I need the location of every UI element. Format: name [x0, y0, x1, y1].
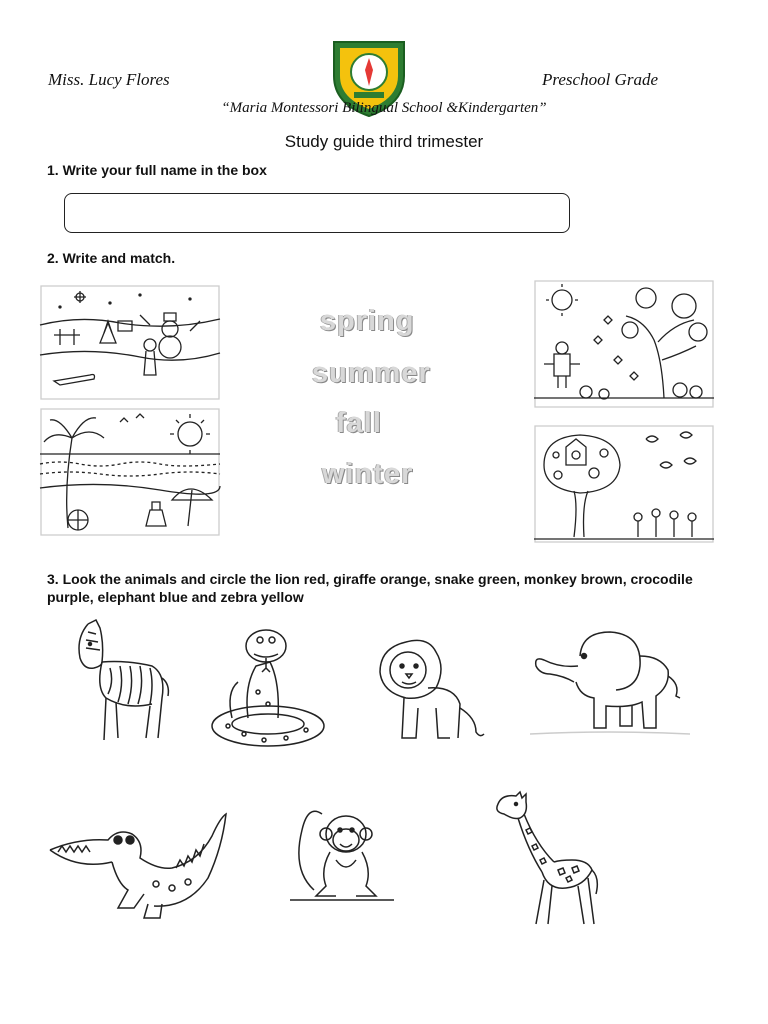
zebra-icon[interactable]	[66, 618, 176, 746]
fall-scene-icon	[534, 280, 714, 408]
season-word-fall: fall	[336, 407, 382, 439]
elephant-icon[interactable]	[530, 626, 690, 738]
school-name: “Maria Montessori Bilingual School &Kindergarten”	[221, 100, 547, 116]
question-1: 1. Write your full name in the box	[47, 162, 267, 178]
teacher-name: Miss. Lucy Flores	[48, 70, 170, 89]
winter-scene-icon	[40, 285, 220, 400]
crocodile-icon[interactable]	[48, 808, 230, 922]
grade-label: Preschool Grade	[542, 70, 658, 89]
monkey-icon[interactable]	[290, 800, 394, 908]
lion-icon[interactable]	[376, 638, 488, 744]
question-3: 3. Look the animals and circle the lion red, giraffe orange, snake green, monkey brown, crocodile purple, elephant blue and zebra yellow	[47, 571, 693, 605]
full-name-box[interactable]	[64, 193, 570, 233]
question-2: 2. Write and match.	[47, 250, 176, 266]
season-word-spring: spring	[320, 305, 415, 337]
season-word-winter: winter	[322, 458, 414, 490]
summer-scene-icon	[40, 408, 220, 536]
spring-scene-icon	[534, 425, 714, 543]
giraffe-icon[interactable]	[488, 790, 610, 928]
season-word-summer: summer	[312, 357, 431, 389]
snake-icon[interactable]	[208, 622, 330, 752]
page-title: Study guide third trimester	[284, 132, 484, 151]
